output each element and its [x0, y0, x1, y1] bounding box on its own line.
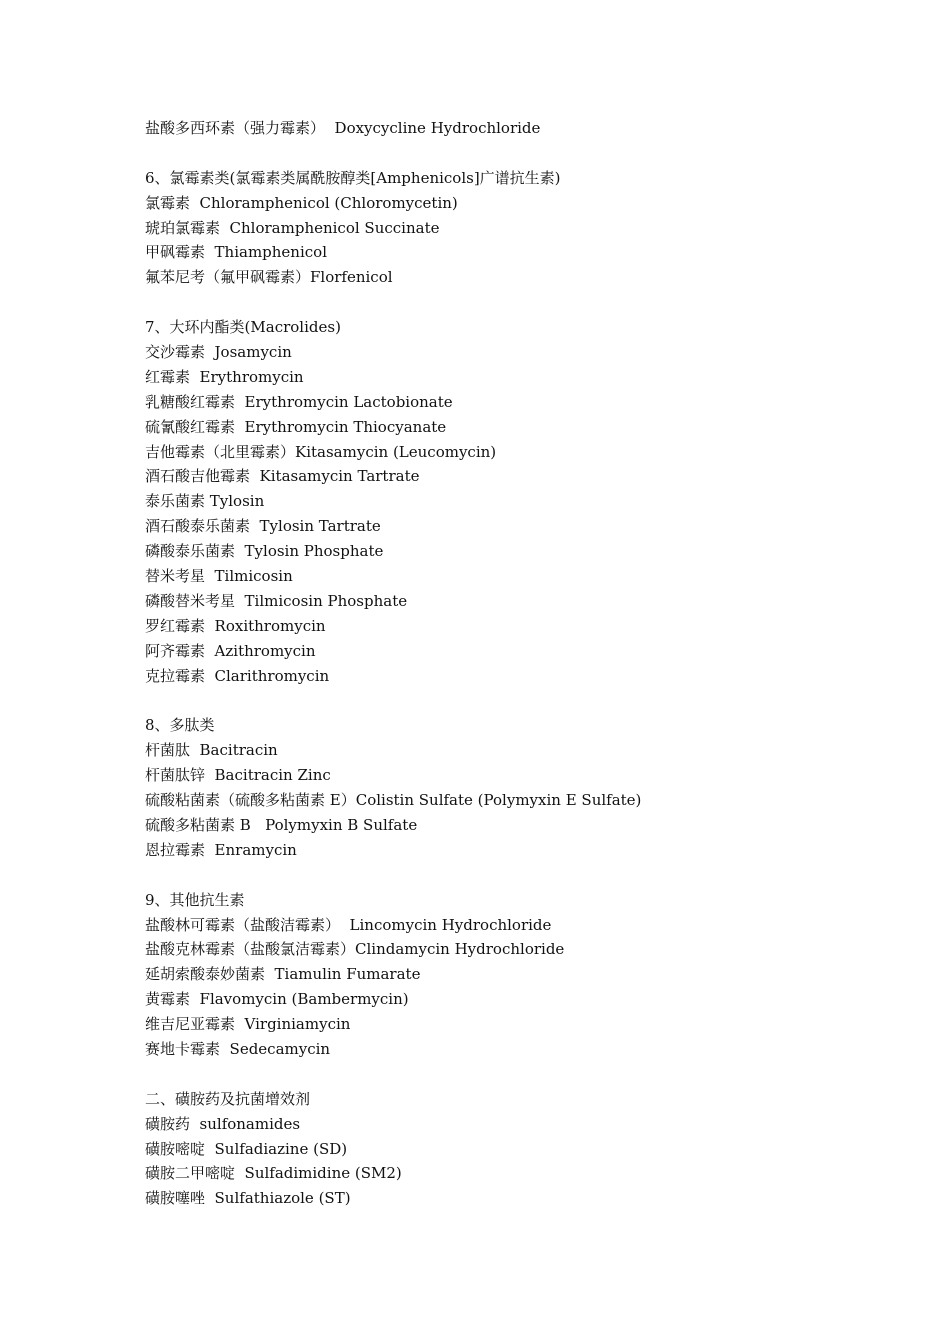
list-item: 维吉尼亚霉素 Virginiamycin	[145, 1015, 351, 1034]
text-line: 盐酸多西环素（强力霉素） Doxycycline Hydrochloride	[145, 119, 541, 137]
list-item: 硫氰酸红霉素 Erythromycin Thiocyanate	[145, 417, 447, 436]
section-heading-sulfonamides: 二、磺胺药及抗菌增效剂	[145, 1089, 311, 1108]
list-item: 赛地卡霉素 Sedecamycin	[145, 1039, 331, 1058]
blank-line	[145, 688, 905, 713]
document-page	[145, 116, 905, 1211]
list-item: 磺胺药 sulfonamides	[145, 1114, 301, 1133]
list-item: 氟苯尼考（氟甲砜霉素）Florfenicol	[145, 268, 393, 287]
blank-line	[145, 863, 905, 888]
list-item: 黄霉素 Flavomycin (Bambermycin)	[145, 990, 409, 1009]
list-item: 琥珀氯霉素 Chloramphenicol Succinate	[145, 218, 440, 237]
list-item: 磷酸替米考星 Tilmicosin Phosphate	[145, 591, 408, 610]
list-item: 氯霉素 Chloramphenicol (Chloromycetin)	[145, 193, 458, 212]
list-item: 罗红霉素 Roxithromycin	[145, 616, 326, 635]
list-item: 泰乐菌素 Tylosin	[145, 492, 265, 511]
list-item: 红霉素 Erythromycin	[145, 367, 304, 386]
section-heading-other-antibiotics: 9、其他抗生素	[145, 890, 245, 909]
list-item: 甲砜霉素 Thiamphenicol	[145, 243, 327, 262]
list-item: 乳糖酸红霉素 Erythromycin Lactobionate	[145, 392, 453, 411]
list-item: 硫酸粘菌素（硫酸多粘菌素 E）Colistin Sulfate (Polymyxin E Sulfate)	[145, 791, 642, 810]
blank-line	[145, 1062, 905, 1087]
list-item: 恩拉霉素 Enramycin	[145, 840, 297, 859]
list-item: 磺胺二甲嘧啶 Sulfadimidine (SM2)	[145, 1164, 402, 1183]
blank-line	[145, 290, 905, 315]
list-item: 延胡索酸泰妙菌素 Tiamulin Fumarate	[145, 965, 421, 984]
list-item: 磷酸泰乐菌素 Tylosin Phosphate	[145, 542, 384, 561]
list-item: 交沙霉素 Josamycin	[145, 343, 292, 362]
list-item: 酒石酸吉他霉素 Kitasamycin Tartrate	[145, 467, 420, 486]
list-item: 杆菌肽 Bacitracin	[145, 741, 278, 760]
section-heading-amphenicols: 6、氯霉素类(氯霉素类属酰胺醇类[Amphenicols]广谱抗生素)	[145, 168, 561, 187]
section-heading-polypeptides: 8、多肽类	[145, 716, 215, 735]
list-item: 磺胺嘧啶 Sulfadiazine (SD)	[145, 1139, 348, 1158]
list-item: 阿齐霉素 Azithromycin	[145, 641, 316, 660]
list-item: 磺胺噻唑 Sulfathiazole (ST)	[145, 1189, 351, 1208]
list-item: 替米考星 Tilmicosin	[145, 567, 293, 586]
blank-line	[145, 141, 905, 166]
list-item: 硫酸多粘菌素 B Polymyxin B Sulfate	[145, 815, 418, 834]
list-item: 酒石酸泰乐菌素 Tylosin Tartrate	[145, 517, 381, 536]
list-item: 盐酸克林霉素（盐酸氯洁霉素）Clindamycin Hydrochloride	[145, 940, 565, 959]
list-item: 克拉霉素 Clarithromycin	[145, 666, 330, 685]
list-item: 杆菌肽锌 Bacitracin Zinc	[145, 766, 331, 785]
list-item: 盐酸林可霉素（盐酸洁霉素） Lincomycin Hydrochloride	[145, 915, 552, 934]
list-item: 吉他霉素（北里霉素）Kitasamycin (Leucomycin)	[145, 442, 497, 461]
section-heading-macrolides: 7、大环内酯类(Macrolides)	[145, 318, 341, 337]
